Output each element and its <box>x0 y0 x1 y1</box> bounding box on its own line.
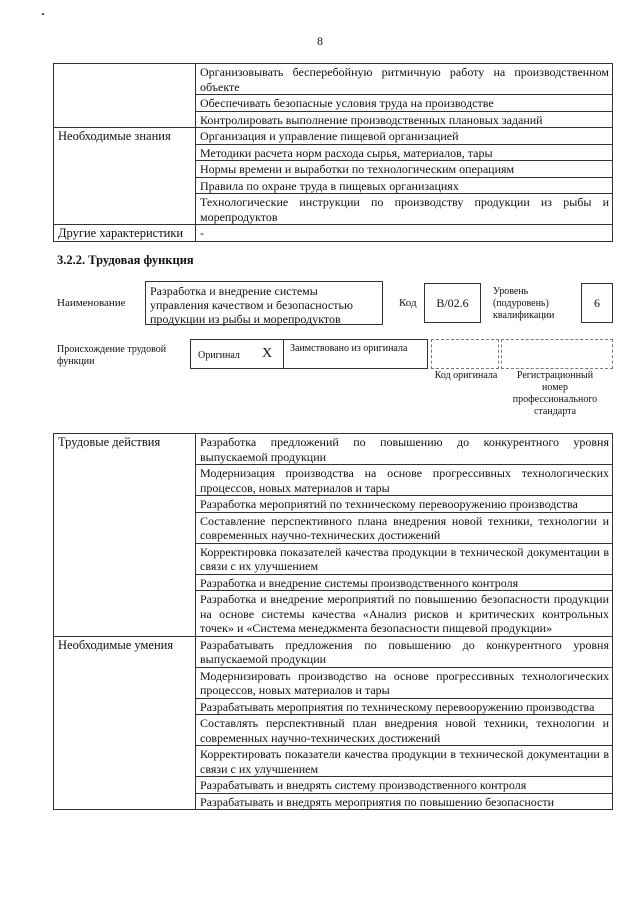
function-name-box <box>145 281 383 325</box>
reg-number-caption: Регистрационный номер профессионального стандарта <box>512 370 598 417</box>
top-table <box>53 63 613 242</box>
list-item: Разрабатывать и внедрять систему производственного контроля <box>196 777 613 794</box>
bottom-table <box>53 433 613 810</box>
table-row <box>54 434 613 465</box>
list-item: Корректировать показатели качества продукции в технической документации в связи с их улучшением <box>196 746 613 777</box>
level-label: Уровень (подуровень) квалификации <box>493 286 555 321</box>
list-item: - <box>196 225 613 242</box>
code-box <box>424 283 481 323</box>
function-name: Разработка и внедрение системы управления качеством и безопасностью продукции из рыбы и морепродуктов <box>150 284 353 326</box>
original-mark: X <box>262 346 273 361</box>
list-item: Разработка предложений по повышению до конкурентного уровня выпускаемой продукции <box>196 434 613 465</box>
list-item: Методики расчета норм расхода сырья, материалов, тары <box>196 144 613 161</box>
original-code-box <box>431 339 499 369</box>
list-item: Разрабатывать и внедрять мероприятия по повышению безопасности <box>196 793 613 810</box>
list-item: Модернизировать производство на основе прогрессивных технологических процессов, новых материалов и тары <box>196 667 613 698</box>
list-item: Разрабатывать предложения по повышению до конкурентного уровня выпускаемой продукции <box>196 636 613 667</box>
origin-divider <box>283 339 284 369</box>
list-item: Корректировка показателей качества продукции в технической документации в связи с их улучшением <box>196 543 613 574</box>
code-label: Код <box>399 297 417 309</box>
original-label: Оригинал <box>198 350 240 361</box>
origin-label: Происхождение трудовой функции <box>57 344 167 367</box>
section-title: 3.2.2. Трудовая функция <box>57 253 194 267</box>
row-label: Другие характеристики <box>54 225 196 242</box>
list-item: Нормы времени и выработки по технологическим операциям <box>196 161 613 178</box>
list-item: Правила по охране труда в пищевых организациях <box>196 177 613 194</box>
page-number: 8 <box>317 34 323 48</box>
list-item: Составлять перспективный план внедрения новой техники, технологии и современных научно-технических достижений <box>196 715 613 746</box>
list-item: Составление перспективного плана внедрения новой техники, технологии и современных научно-технических достижений <box>196 512 613 543</box>
list-item: Модернизация производства на основе прогрессивных технологических процессов, новых материалов и тары <box>196 465 613 496</box>
row-label: Необходимые умения <box>54 636 196 810</box>
list-item: Организовывать бесперебойную ритмичную работу на производственном объекте <box>196 64 613 95</box>
row-label <box>54 64 196 128</box>
row-label: Необходимые знания <box>54 128 196 225</box>
table-row <box>54 225 613 242</box>
list-item: Разработка мероприятий по техническому перевооружению производства <box>196 496 613 513</box>
list-item: Разработка и внедрение системы производственного контроля <box>196 574 613 591</box>
level-value: 6 <box>594 296 600 310</box>
table-row <box>54 128 613 145</box>
table-row <box>54 636 613 667</box>
name-label: Наименование <box>57 297 126 309</box>
level-box <box>581 283 613 323</box>
list-item: Разрабатывать мероприятия по техническому перевооружению производства <box>196 698 613 715</box>
reg-number-box <box>501 339 613 369</box>
list-item: Технологические инструкции по производству продукции из рыбы и морепродуктов <box>196 194 613 225</box>
list-item: Контролировать выполнение производственных плановых заданий <box>196 111 613 128</box>
list-item: Организация и управление пищевой организацией <box>196 128 613 145</box>
scan-speck <box>42 13 44 15</box>
list-item: Обеспечивать безопасные условия труда на производстве <box>196 95 613 112</box>
original-code-caption: Код оригинала <box>434 370 498 381</box>
borrowed-label: Заимствовано из оригинала <box>290 343 408 354</box>
table-row <box>54 64 613 95</box>
row-label: Трудовые действия <box>54 434 196 637</box>
list-item: Разработка и внедрение мероприятий по повышению безопасности продукции на основе системы качества «Анализ рисков и критических контрольных точек» и «Система менеджмента безопасности пищевой продукции» <box>196 591 613 637</box>
code-value: B/02.6 <box>436 296 469 310</box>
